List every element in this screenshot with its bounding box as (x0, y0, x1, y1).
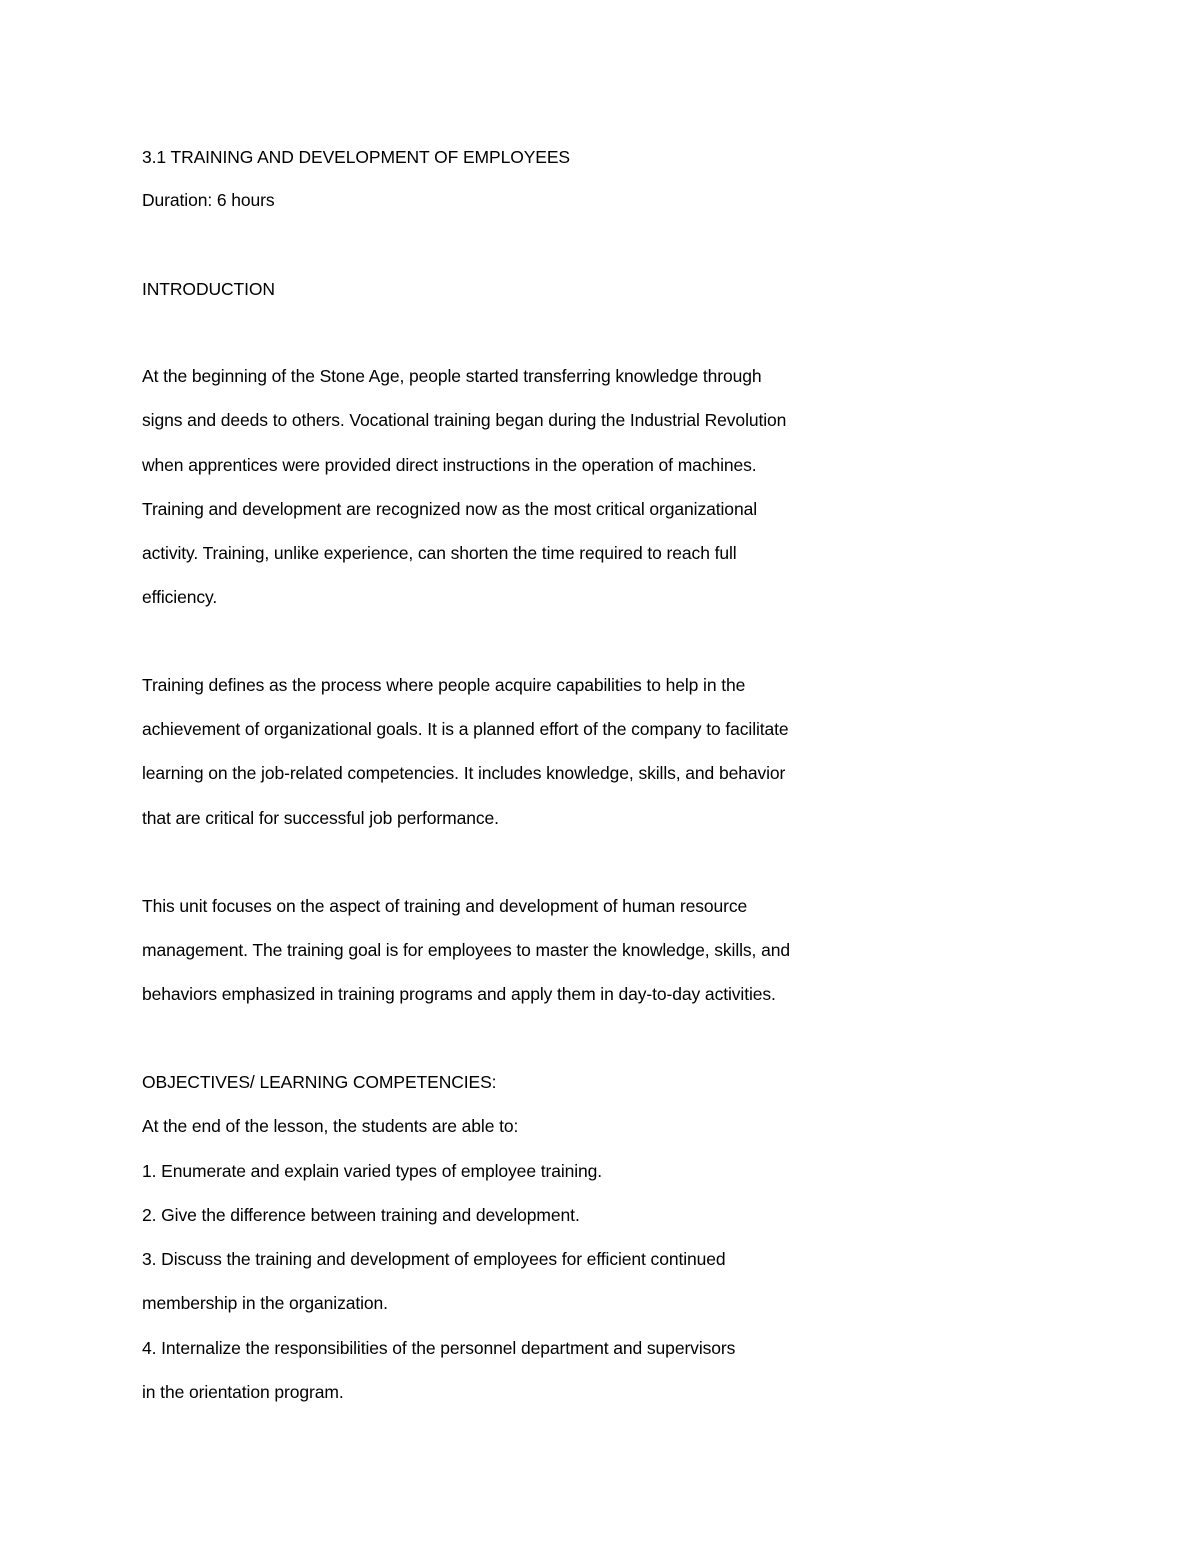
objectives-heading: OBJECTIVES/ LEARNING COMPETENCIES: (142, 1072, 497, 1092)
objective-item: 4. Internalize the responsibilities of the personnel department and supervisors (142, 1338, 736, 1358)
paragraph-line: Training and development are recognized now as the most critical organizational (142, 499, 757, 519)
objective-item: 3. Discuss the training and development of employees for efficient continued (142, 1249, 726, 1269)
objective-item-continued: in the orientation program. (142, 1382, 344, 1402)
paragraph-line: behaviors emphasized in training programs and apply them in day-to-day activities. (142, 984, 776, 1004)
paragraph-line: efficiency. (142, 587, 218, 607)
document-title: 3.1 TRAINING AND DEVELOPMENT OF EMPLOYEES (142, 147, 571, 167)
duration-text: Duration: 6 hours (142, 190, 275, 210)
objective-item: 1. Enumerate and explain varied types of employee training. (142, 1161, 603, 1181)
paragraph-line: At the beginning of the Stone Age, people started transferring knowledge through (142, 366, 762, 386)
introduction-heading: INTRODUCTION (142, 279, 275, 299)
paragraph-line: management. The training goal is for employees to master the knowledge, skills, and (142, 940, 790, 960)
objectives-intro: At the end of the lesson, the students are able to: (142, 1116, 519, 1136)
paragraph-line: Training defines as the process where people acquire capabilities to help in the (142, 675, 746, 695)
objective-item-continued: membership in the organization. (142, 1293, 388, 1313)
paragraph-line: signs and deeds to others. Vocational training began during the Industrial Revolution (142, 410, 787, 430)
paragraph-line: learning on the job-related competencies. It includes knowledge, skills, and behavior (142, 763, 786, 783)
objective-item: 2. Give the difference between training and development. (142, 1205, 580, 1225)
paragraph-line: that are critical for successful job performance. (142, 808, 499, 828)
paragraph-line: when apprentices were provided direct instructions in the operation of machines. (142, 455, 757, 475)
paragraph-line: achievement of organizational goals. It is a planned effort of the company to facilitate (142, 719, 789, 739)
paragraph-line: This unit focuses on the aspect of training and development of human resource (142, 896, 748, 916)
paragraph-line: activity. Training, unlike experience, can shorten the time required to reach full (142, 543, 737, 563)
